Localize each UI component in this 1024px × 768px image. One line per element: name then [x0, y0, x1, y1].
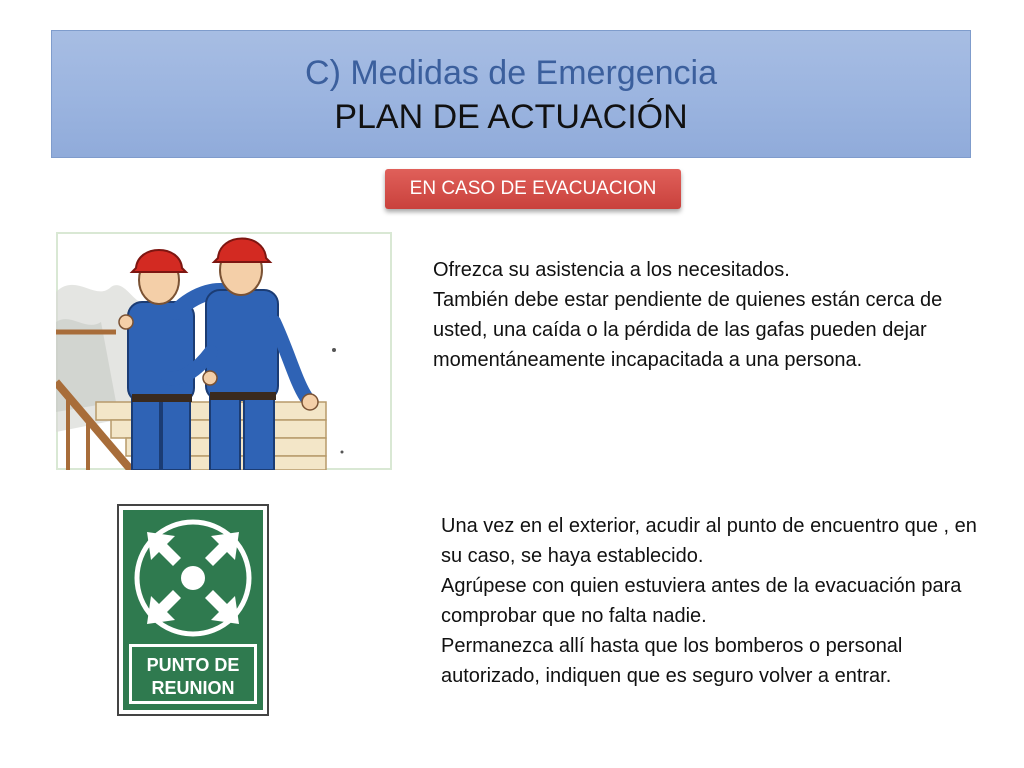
meeting-point-text [441, 511, 981, 691]
sign-label-line2: REUNION [151, 678, 235, 698]
slide-subtitle: PLAN DE ACTUACIÓN [334, 98, 688, 136]
slide-title: C) Medidas de Emergencia [305, 54, 717, 92]
assistance-paragraph-2: También debe estar pendiente de quienes están cerca de usted, una caída o la pérdida de las gafas pueden dejar momentáneamente incapacitada a una persona. [433, 289, 943, 371]
meeting-paragraph-3: Permanezca allí hasta que los bomberos o personal autorizado, indiquen que es seguro volver a entrar. [441, 635, 903, 687]
title-box [51, 30, 971, 158]
assistance-text [433, 255, 973, 375]
workers-helping-illustration [56, 232, 392, 470]
meeting-paragraph-2: Agrúpese con quien estuviera antes de la evacuación para comprobar que no falta nadie. [441, 575, 962, 627]
evacuation-badge: EN CASO DE EVACUACION [385, 169, 681, 209]
sign-label-line1: PUNTO DE [146, 655, 240, 675]
meeting-paragraph-1: Una vez en el exterior, acudir al punto de encuentro que , en su caso, se haya establecido. [441, 515, 977, 567]
meeting-point-sign [117, 504, 269, 716]
assistance-paragraph-1: Ofrezca su asistencia a los necesitados. [433, 259, 790, 281]
